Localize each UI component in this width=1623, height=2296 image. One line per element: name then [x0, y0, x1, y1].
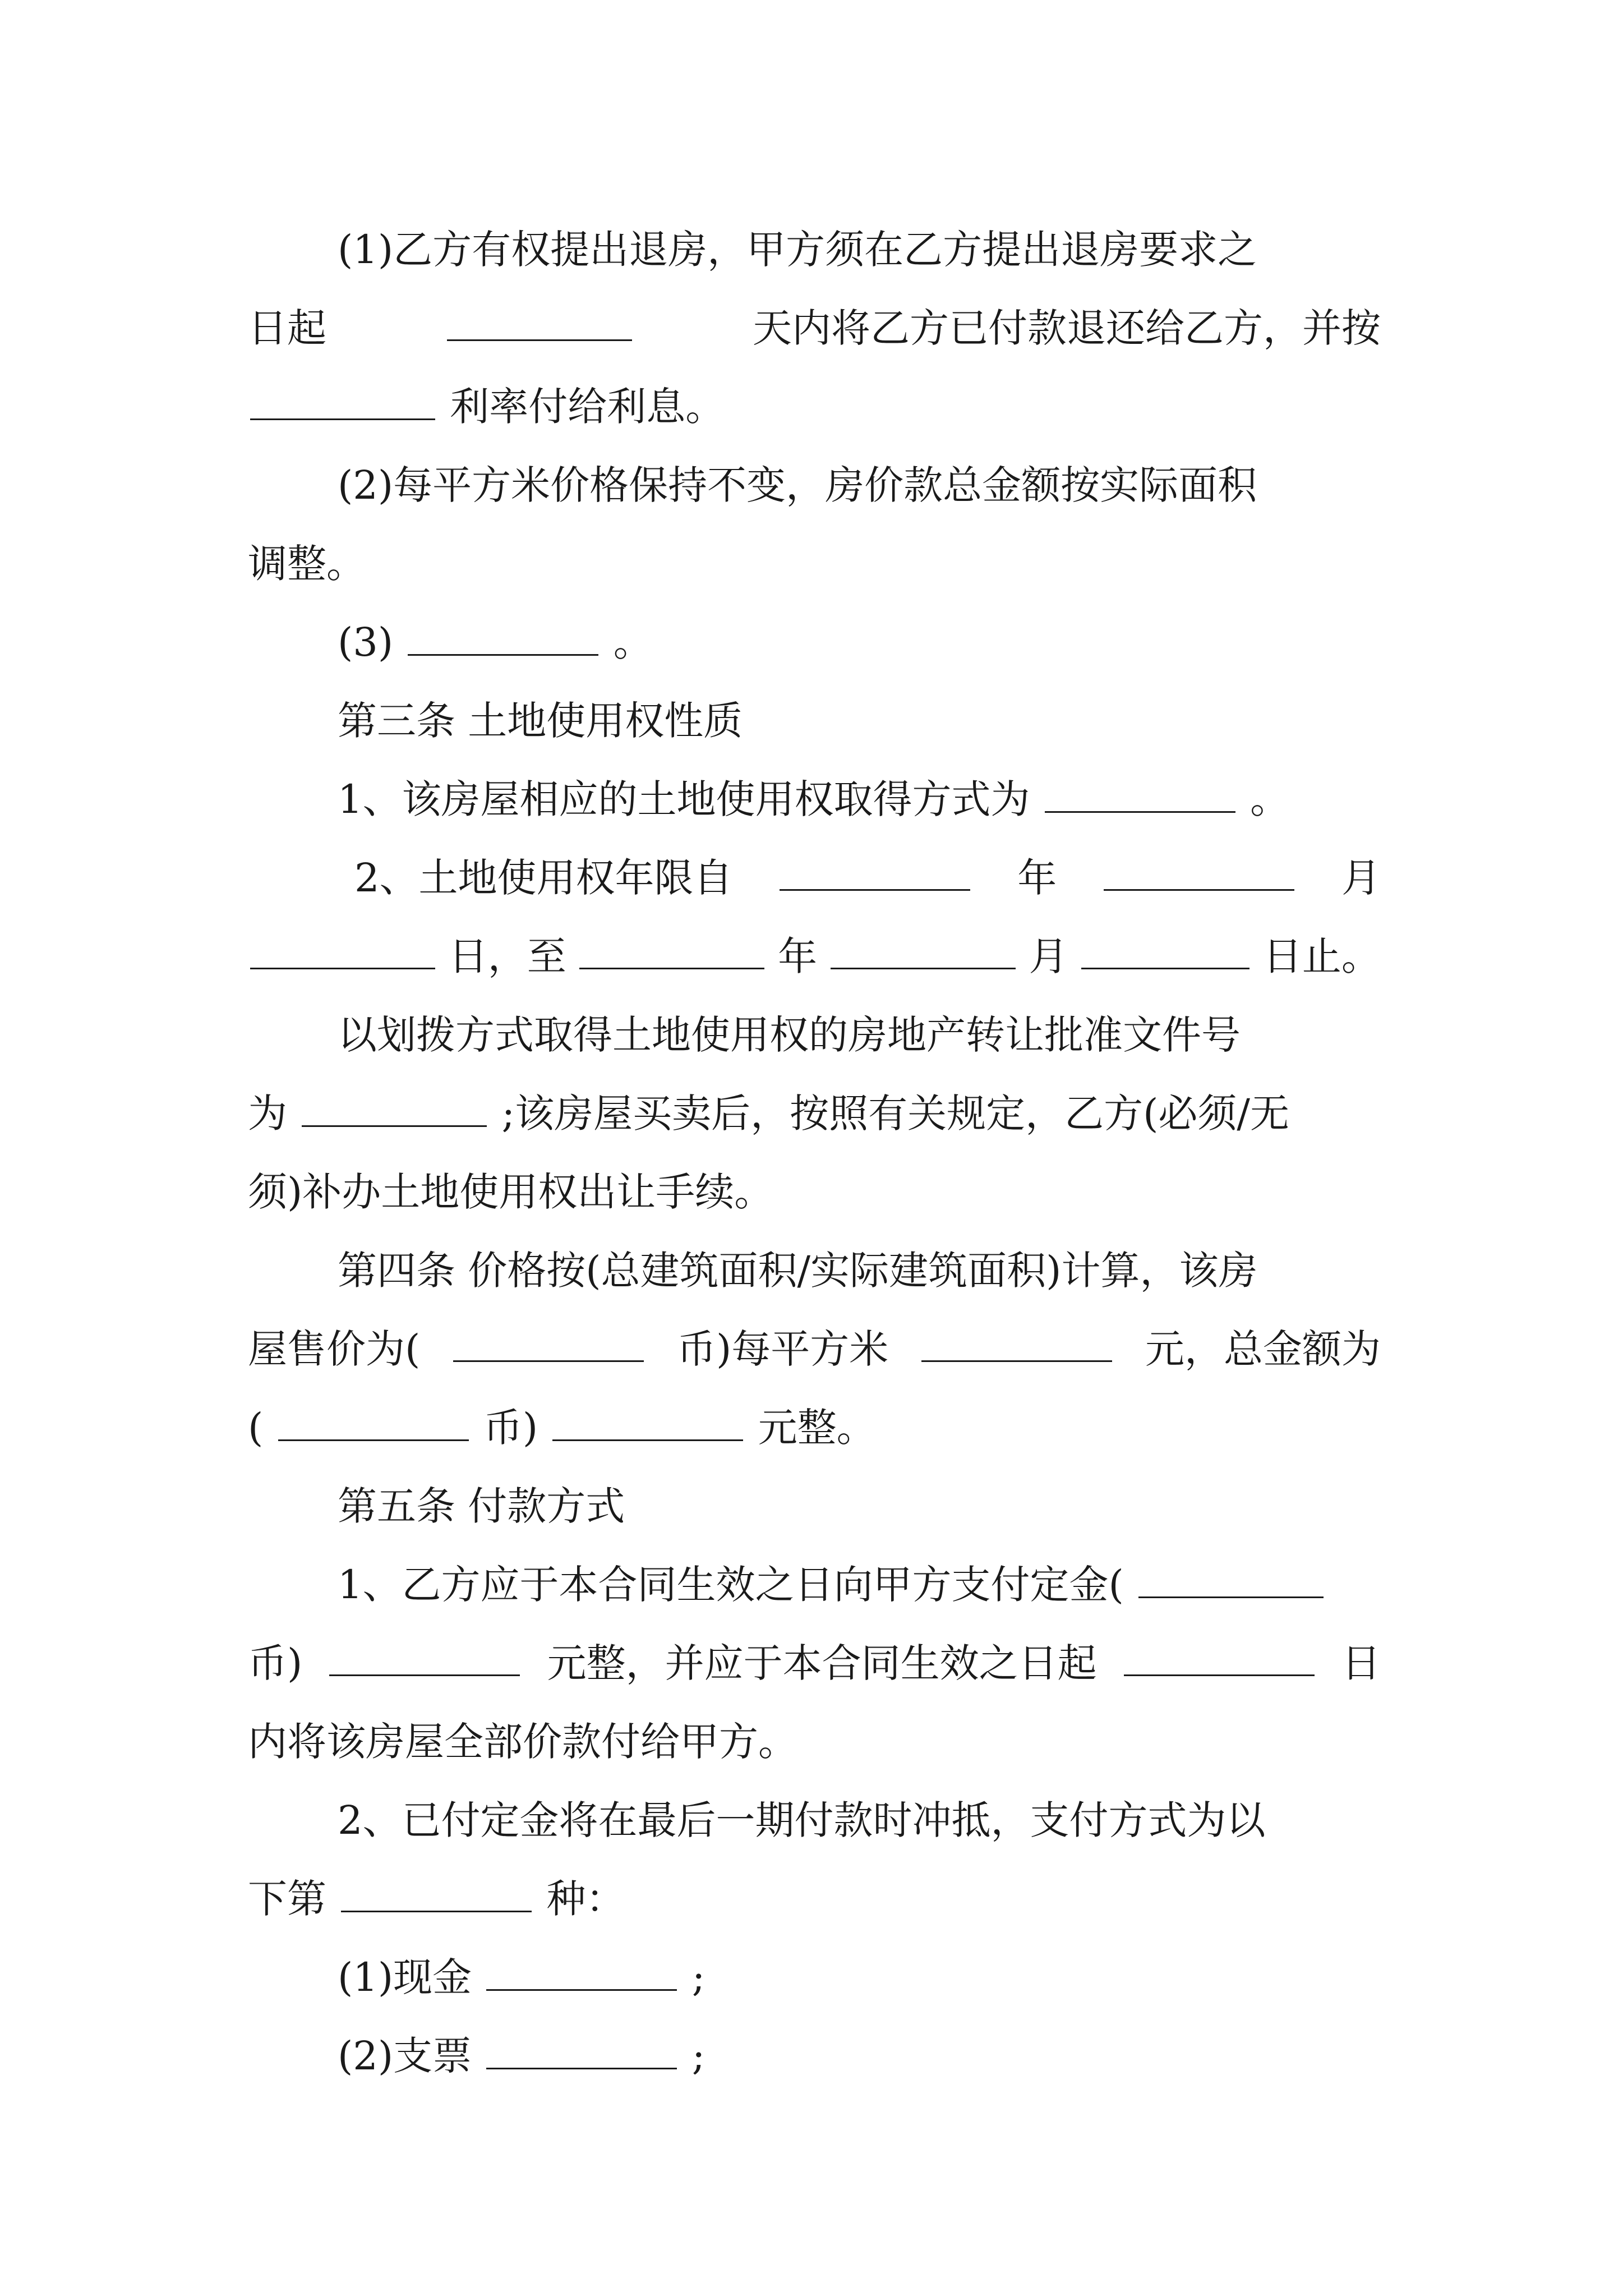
- paragraph-line: [338, 771, 1289, 827]
- paragraph-line: [248, 1714, 797, 1770]
- line-text: 日止。: [1262, 933, 1381, 979]
- line-text: 1、乙方应于本合同生效之日向甲方支付定金(: [338, 1562, 1124, 1608]
- paragraph-line: [248, 1164, 773, 1220]
- paragraph-line: [354, 850, 1381, 906]
- line-text: ;该房屋买卖后，按照有关规定，乙方(必须/无: [501, 1091, 1290, 1137]
- blank-field[interactable]: [408, 615, 598, 656]
- paragraph-line: [248, 1871, 625, 1927]
- line-text: 以划拨方式取得土地使用权的房地产转让批准文件号: [338, 1012, 1241, 1058]
- line-text: 种：: [546, 1876, 625, 1922]
- blank-field[interactable]: [250, 379, 435, 420]
- line-text: 币): [248, 1640, 303, 1686]
- line-text: (2)每平方米价格保持不变，房价款总金额按实际面积: [338, 462, 1257, 508]
- blank-field[interactable]: [447, 300, 632, 341]
- line-text: 月: [1341, 855, 1381, 901]
- paragraph-line: [338, 1792, 1266, 1848]
- paragraph-line: [248, 1635, 1381, 1691]
- blank-field[interactable]: [921, 1321, 1112, 1362]
- line-text: 日: [1341, 1640, 1381, 1686]
- paragraph-line: [248, 300, 1381, 356]
- blank-field[interactable]: [552, 1400, 743, 1441]
- section-heading: [338, 1243, 1257, 1299]
- section-heading: [338, 1478, 625, 1534]
- blank-field[interactable]: [486, 2028, 677, 2069]
- line-text: 调整。: [248, 541, 366, 587]
- paragraph-line: [248, 1085, 1289, 1142]
- line-text: 2、已付定金将在最后一期付款时冲抵，支付方式为以: [338, 1797, 1266, 1843]
- line-text: 元整。: [758, 1405, 876, 1451]
- line-text: 第四条 价格按(总建筑面积/实际建筑面积)计算，该房: [338, 1248, 1258, 1294]
- line-text: 。: [613, 619, 653, 665]
- line-text: 年: [778, 933, 818, 979]
- line-text: 内将该房屋全部价款付给甲方。: [248, 1719, 797, 1765]
- line-text: 币)每平方米: [677, 1326, 889, 1372]
- blank-field[interactable]: [341, 1871, 532, 1912]
- blank-field[interactable]: [780, 850, 970, 891]
- blank-field[interactable]: [453, 1321, 644, 1362]
- line-text: 第五条 付款方式: [338, 1483, 625, 1529]
- paragraph-line: [338, 222, 1257, 278]
- line-text: (1)现金: [338, 1954, 472, 2000]
- blank-field[interactable]: [1081, 928, 1249, 969]
- line-text: 元，总金额为: [1145, 1326, 1381, 1372]
- line-text: (2)支票: [338, 2033, 472, 2079]
- blank-field[interactable]: [1045, 772, 1235, 813]
- line-text: 月: [1029, 933, 1068, 979]
- line-text: 天内将乙方已付款退还给乙方，并按: [753, 305, 1381, 351]
- paragraph-line: [248, 1400, 876, 1456]
- blank-field[interactable]: [1104, 850, 1294, 891]
- line-text: 屋售价为(: [248, 1326, 421, 1372]
- blank-field[interactable]: [1138, 1557, 1324, 1598]
- blank-field[interactable]: [329, 1635, 520, 1676]
- blank-field[interactable]: [1124, 1635, 1315, 1676]
- line-text: 日起: [248, 305, 326, 351]
- paragraph-line: [248, 928, 1381, 984]
- paragraph-line: [338, 1949, 705, 2005]
- line-text: 2、土地使用权年限自: [354, 855, 733, 901]
- section-heading: [338, 693, 743, 749]
- line-text: (1)乙方有权提出退房，甲方须在乙方提出退房要求之: [338, 227, 1257, 273]
- line-text: 下第: [248, 1876, 326, 1922]
- blank-field[interactable]: [302, 1086, 487, 1127]
- line-text: (3): [338, 619, 394, 665]
- line-text: 第三条 土地使用权性质: [338, 698, 743, 744]
- paragraph-line: [248, 1321, 1381, 1377]
- paragraph-line: [338, 2028, 705, 2084]
- blank-field[interactable]: [486, 1950, 677, 1991]
- blank-field[interactable]: [278, 1400, 469, 1441]
- line-text: ;: [691, 1954, 706, 2000]
- line-text: 日，至: [448, 933, 566, 979]
- paragraph-line: [338, 1557, 1326, 1613]
- paragraph-line: [338, 1007, 1241, 1063]
- line-text: ;: [691, 2033, 706, 2079]
- line-text: 。: [1250, 776, 1290, 822]
- blank-field[interactable]: [579, 928, 764, 969]
- paragraph-line: [248, 536, 366, 592]
- line-text: 1、该房屋相应的土地使用权取得方式为: [338, 776, 1030, 822]
- line-text: 年: [1017, 855, 1057, 901]
- line-text: 为: [248, 1091, 287, 1137]
- paragraph-line: [248, 379, 725, 435]
- line-text: (: [248, 1405, 264, 1451]
- paragraph-line: [338, 614, 653, 670]
- blank-field[interactable]: [250, 928, 435, 969]
- line-text: 利率付给利息。: [450, 384, 725, 430]
- line-text: 须)补办土地使用权出让手续。: [248, 1169, 774, 1215]
- line-text: 元整，并应于本合同生效之日起: [547, 1640, 1097, 1686]
- line-text: 币): [483, 1405, 538, 1451]
- blank-field[interactable]: [831, 928, 1016, 969]
- paragraph-line: [338, 457, 1257, 513]
